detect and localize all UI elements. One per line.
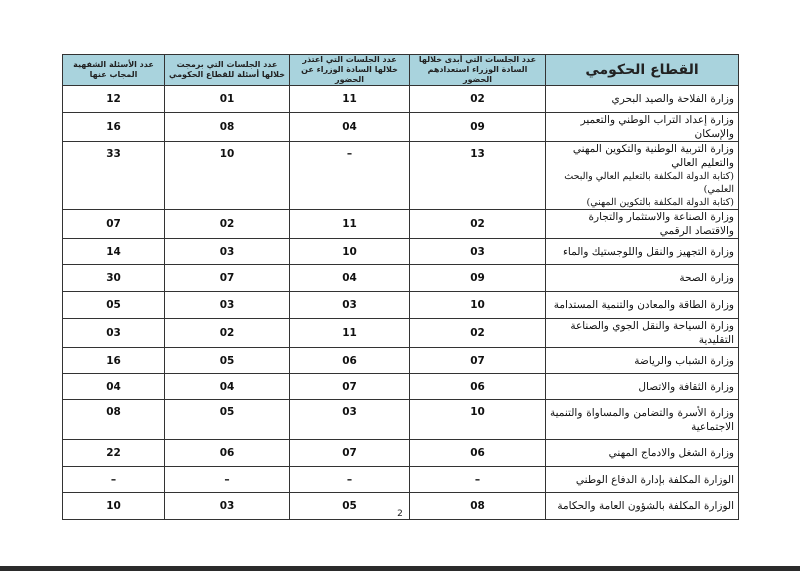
- answered-count: 04: [63, 374, 165, 400]
- header-answered-questions: عدد الأسئلة الشفهية المجاب عنها: [63, 55, 165, 86]
- answered-count: 12: [63, 86, 165, 113]
- excused-count: 07: [290, 440, 410, 467]
- government-sector-table: [62, 54, 739, 520]
- ready-count: –: [410, 467, 546, 493]
- ready-count: 10: [410, 292, 546, 319]
- scheduled-count: 07: [165, 265, 290, 292]
- table-row: [63, 374, 739, 400]
- scheduled-count: 10: [165, 142, 290, 210]
- ready-count: 02: [410, 319, 546, 348]
- ready-count: 02: [410, 210, 546, 239]
- table-header-row: [63, 55, 739, 86]
- table-row: [63, 348, 739, 374]
- ministry-name: وزارة الشغل والادماج المهني: [546, 440, 739, 467]
- ready-count: 06: [410, 440, 546, 467]
- excused-count: 11: [290, 210, 410, 239]
- answered-count: –: [63, 467, 165, 493]
- excused-count: 07: [290, 374, 410, 400]
- ready-count: 08: [410, 493, 546, 520]
- answered-count: 10: [63, 493, 165, 520]
- answered-count: 16: [63, 113, 165, 142]
- table-row: [63, 113, 739, 142]
- header-excused-sessions: عدد الجلسات التي اعتذر خلالها السادة الوزراء عن الحضور: [290, 55, 410, 86]
- ready-count: 03: [410, 239, 546, 265]
- table-row: [63, 210, 739, 239]
- answered-count: 07: [63, 210, 165, 239]
- excused-count: 06: [290, 348, 410, 374]
- excused-count: –: [290, 142, 410, 210]
- ministry-name: وزارة الثقافة والاتصال: [546, 374, 739, 400]
- table-row: [63, 400, 739, 440]
- excused-count: 05: [290, 493, 410, 520]
- excused-count: 11: [290, 86, 410, 113]
- scheduled-count: 05: [165, 400, 290, 440]
- table-row: [63, 467, 739, 493]
- table-row: [63, 319, 739, 348]
- scheduled-count: 08: [165, 113, 290, 142]
- scheduled-count: 05: [165, 348, 290, 374]
- answered-count: 16: [63, 348, 165, 374]
- ready-count: 09: [410, 113, 546, 142]
- scheduled-count: –: [165, 467, 290, 493]
- header-scheduled-sessions: عدد الجلسات التي برمجت خلالها أسئلة للقطاع الحكومي: [165, 55, 290, 86]
- scheduled-count: 02: [165, 319, 290, 348]
- answered-count: 30: [63, 265, 165, 292]
- excused-count: 03: [290, 292, 410, 319]
- ministry-name: وزارة الصحة: [546, 265, 739, 292]
- excused-count: 11: [290, 319, 410, 348]
- excused-count: 04: [290, 265, 410, 292]
- answered-count: 03: [63, 319, 165, 348]
- bottom-bar: [0, 566, 800, 571]
- table-row: [63, 292, 739, 319]
- ministry-name: وزارة التربية الوطنية والتكوين المهني والتعليم العالي: [572, 143, 734, 169]
- excused-count: 10: [290, 239, 410, 265]
- scheduled-count: 04: [165, 374, 290, 400]
- ministry-sub-1: (كتابة الدولة المكلفة بالتعليم العالي والبحث العلمي): [564, 171, 734, 195]
- excused-count: 03: [290, 400, 410, 440]
- ready-count: 13: [410, 142, 546, 210]
- excused-count: 04: [290, 113, 410, 142]
- ready-count: 09: [410, 265, 546, 292]
- ministry-name: الوزارة المكلفة بالشؤون العامة والحكامة: [546, 493, 739, 520]
- ministry-name: الوزارة المكلفة بإدارة الدفاع الوطني: [546, 467, 739, 493]
- ready-count: 06: [410, 374, 546, 400]
- ministry-name: وزارة إعداد التراب الوطني والتعمير والإسكان: [546, 113, 739, 142]
- ready-count: 10: [410, 400, 546, 440]
- answered-count: 05: [63, 292, 165, 319]
- ready-count: 02: [410, 86, 546, 113]
- table-row: [63, 142, 739, 210]
- scheduled-count: 03: [165, 493, 290, 520]
- answered-count: 33: [63, 142, 165, 210]
- table-row: [63, 440, 739, 467]
- ministry-name-multiline: [546, 142, 739, 210]
- scheduled-count: 03: [165, 239, 290, 265]
- ministry-name: وزارة الشباب والرياضة: [546, 348, 739, 374]
- scheduled-count: 03: [165, 292, 290, 319]
- excused-count: –: [290, 467, 410, 493]
- ministry-sub-2: (كتابة الدولة المكلفة بالتكوين المهني): [586, 197, 734, 208]
- scheduled-count: 06: [165, 440, 290, 467]
- header-ready-sessions: عدد الجلسات التي أبدى خلالها السادة الوزراء استعدادهم الحضور: [410, 55, 546, 86]
- header-sector: القطاع الحكومي: [546, 55, 739, 86]
- ministry-name: وزارة السياحة والنقل الجوي والصناعة التقليدية: [546, 319, 739, 348]
- ministry-name: وزارة الأسرة والتضامن والمساواة والتنمية الاجتماعية: [546, 400, 739, 440]
- ministry-name: وزارة التجهيز والنقل واللوجستيك والماء: [546, 239, 739, 265]
- scheduled-count: 02: [165, 210, 290, 239]
- scheduled-count: 01: [165, 86, 290, 113]
- ready-count: 07: [410, 348, 546, 374]
- table-row: [63, 86, 739, 113]
- table-row: [63, 239, 739, 265]
- ministry-name: وزارة الفلاحة والصيد البحري: [546, 86, 739, 113]
- ministry-name: وزارة الصناعة والاستثمار والتجارة والاقتصاد الرقمي: [546, 210, 739, 239]
- ministry-name: وزارة الطاقة والمعادن والتنمية المستدامة: [546, 292, 739, 319]
- answered-count: 14: [63, 239, 165, 265]
- answered-count: 08: [63, 400, 165, 440]
- answered-count: 22: [63, 440, 165, 467]
- page-number: 2: [397, 509, 403, 519]
- table-row: [63, 265, 739, 292]
